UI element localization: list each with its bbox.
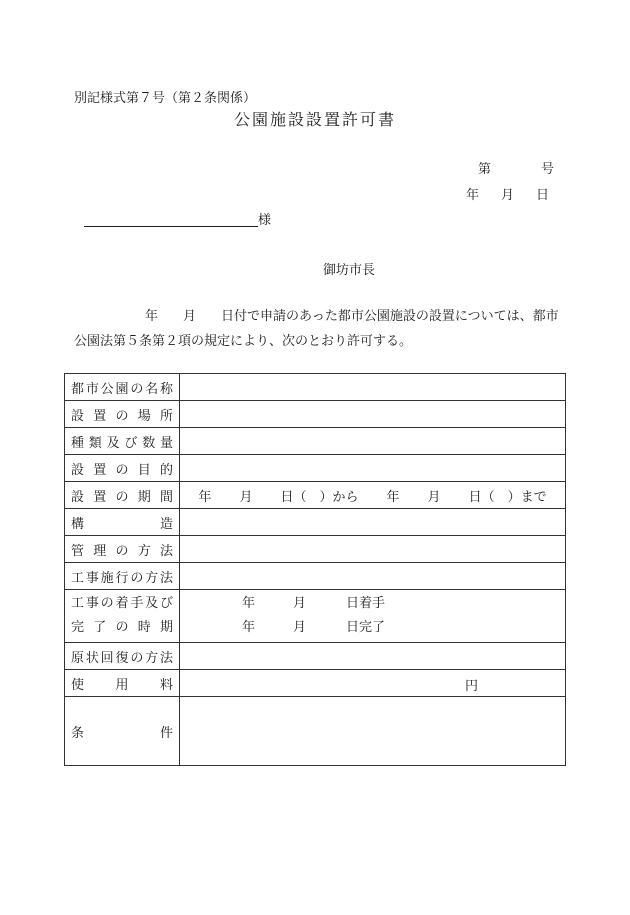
body-text-line-2: 公園法第５条第２項の規定により、次のとおり許可する。 [74,334,413,349]
period-field[interactable] [180,482,566,509]
body-text-line-1 [145,305,559,324]
table-row [65,536,566,563]
permit-details-table [64,373,566,766]
row-label-period: 設置の期間 [65,482,180,509]
start-month: 月 [293,596,307,611]
table-row [65,563,566,590]
table-row [65,482,566,509]
type-quantity-field[interactable] [180,428,566,455]
period-to-month: 月 [427,489,441,505]
end-year: 年 [242,620,256,635]
number-suffix: 号 [541,162,555,177]
row-label-restoration: 原状回復の方法 [65,643,180,670]
number-prefix: 第 [478,162,492,177]
park-name-field[interactable] [180,374,566,401]
table-row [65,670,566,697]
table-row [65,455,566,482]
document-title: 公園施設設置許可書 [234,110,397,129]
end-date-line [242,616,559,640]
body-line1-rest: 日付で申請のあった都市公園施設の設置については、都市 [221,309,559,324]
addressee-blank-line[interactable] [84,226,258,227]
row-label-construction-timing [65,590,180,643]
end-suffix: 日完了 [346,620,386,635]
fee-field[interactable] [180,670,566,697]
row-label-fee: 使用料 [65,670,180,697]
row-label-construction-method: 工事施行の方法 [65,563,180,590]
row-label-structure: 構造 [65,509,180,536]
body-year: 年 [145,309,159,324]
table-row [65,401,566,428]
restoration-field[interactable] [180,643,566,670]
issue-date-line [466,184,549,203]
table-row [65,428,566,455]
table-row [65,643,566,670]
row-label-conditions: 条件 [65,697,180,766]
start-suffix: 日着手 [346,596,386,611]
period-from-day: 日（ ）から [280,489,359,505]
conditions-field[interactable] [180,697,566,766]
purpose-field[interactable] [180,455,566,482]
start-date-line [242,592,559,616]
table-row [65,374,566,401]
row-label-type-quantity: 種類及び数量 [65,428,180,455]
location-field[interactable] [180,401,566,428]
construction-timing-field[interactable] [180,590,566,643]
structure-field[interactable] [180,509,566,536]
construction-method-field[interactable] [180,563,566,590]
label-line-1: 工事の着手及び [71,596,173,611]
body-month: 月 [183,309,197,324]
end-month: 月 [293,620,307,635]
date-day: 日 [536,188,550,203]
management-field[interactable] [180,536,566,563]
permit-number-line [478,158,554,177]
start-year: 年 [242,596,256,611]
date-month: 月 [501,188,515,203]
table-row [65,697,566,766]
label-line-2: 完了の時期 [71,620,173,635]
period-from-year: 年 [198,489,212,505]
row-label-park-name: 都市公園の名称 [65,374,180,401]
period-from-month: 月 [239,489,253,505]
row-label-purpose: 設置の目的 [65,455,180,482]
table-row [65,590,566,643]
issuer-name: 御坊市長 [323,263,376,278]
table-row [65,509,566,536]
row-label-location: 設置の場所 [65,401,180,428]
form-code: 別記様式第７号（第２条関係） [74,91,257,106]
period-to-year: 年 [386,489,400,505]
addressee-honorific: 様 [258,213,272,228]
date-year: 年 [466,188,480,203]
period-to-day: 日（ ）まで [468,489,547,505]
fee-unit: 円 [465,679,479,694]
row-label-management: 管理の方法 [65,536,180,563]
